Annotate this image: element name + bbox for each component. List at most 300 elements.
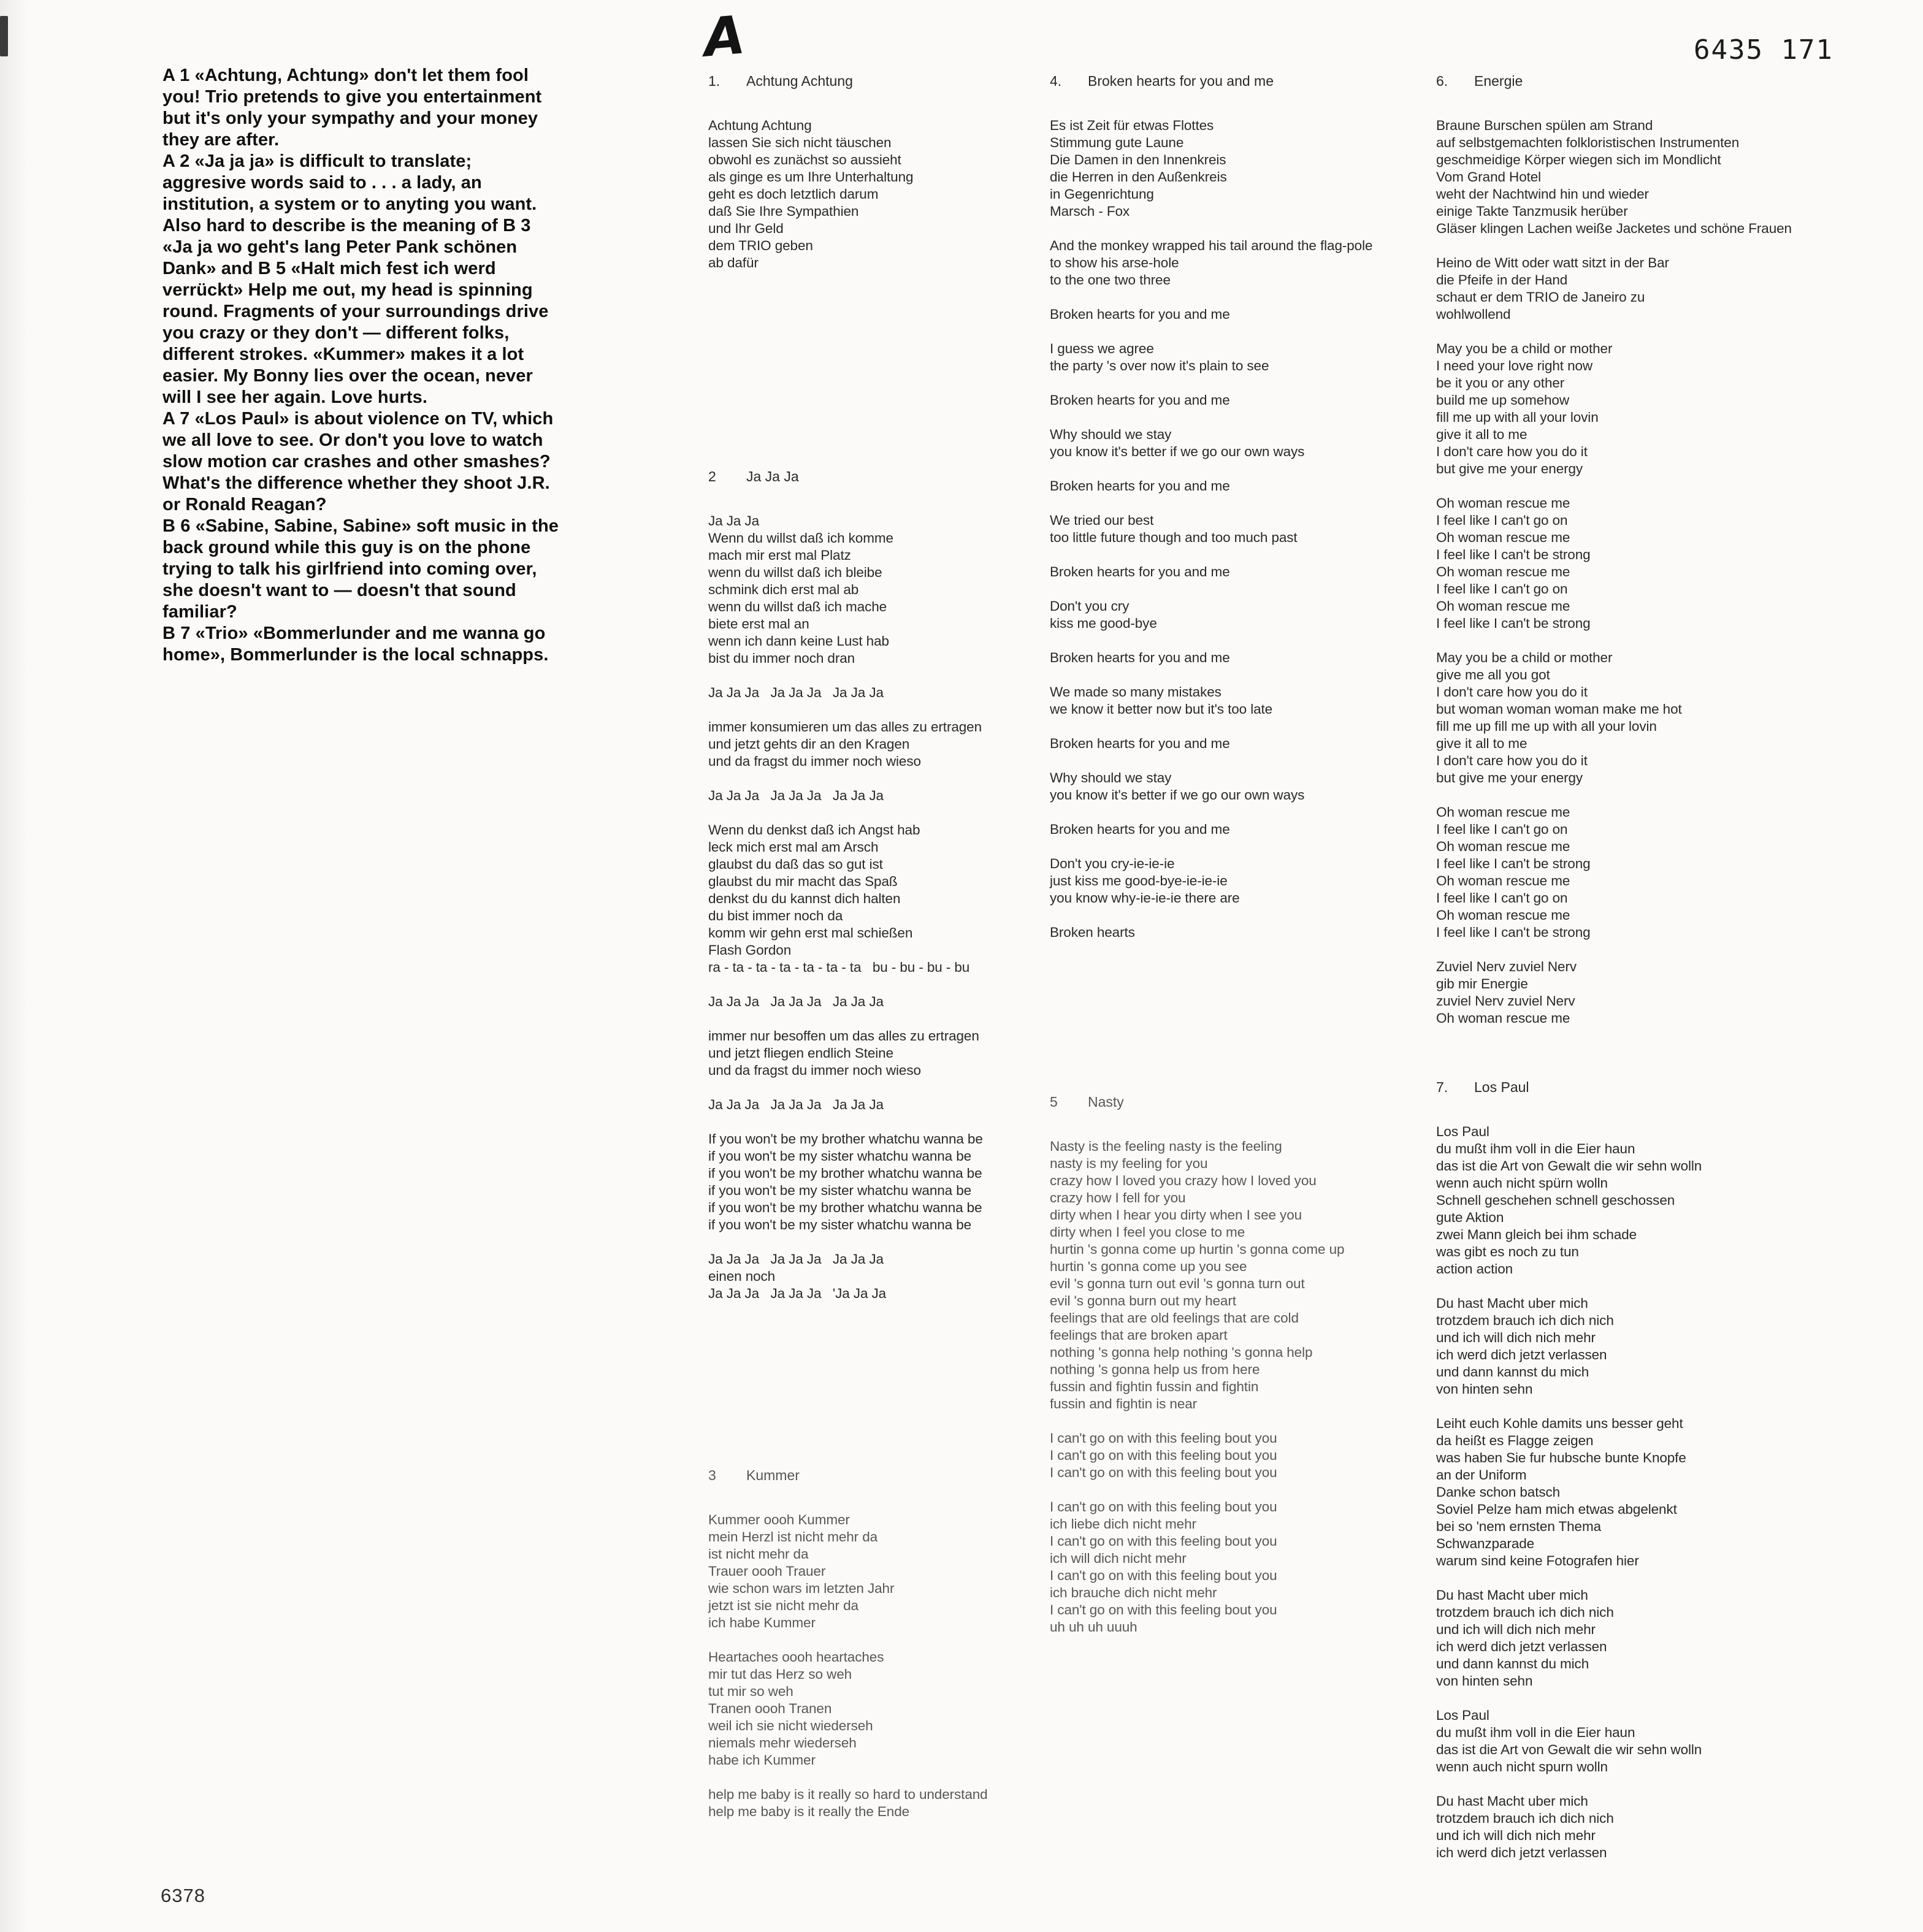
lyric-line: an der Uniform <box>1436 1467 1527 1483</box>
lyric-line: Oh woman rescue me <box>1436 495 1570 511</box>
lyric-line: ra - ta - ta - ta - ta - ta - ta bu - bu - bu - bu <box>708 960 970 975</box>
track-marker: B 3 <box>503 216 531 235</box>
stanza <box>1436 1123 1865 1278</box>
song-number: 2 <box>708 468 716 484</box>
stanza <box>708 1028 1061 1079</box>
lyric-line: dirty when I feel you close to me <box>1050 1224 1245 1240</box>
track-marker: A 7 <box>162 409 190 429</box>
lyric-line: weht der Nachtwind hin und wieder <box>1436 186 1649 202</box>
lyric-line: nothing 's gonna help nothing 's gonna help <box>1050 1345 1313 1360</box>
lyric-line: ich brauche dich nicht mehr <box>1050 1585 1217 1600</box>
lyric-line: Du hast Macht uber mich <box>1436 1296 1588 1311</box>
song-number: 4. <box>1050 73 1062 89</box>
song-lospaul <box>1436 1079 1865 1861</box>
lyric-line: Nasty is the feeling nasty is the feeling <box>1050 1139 1282 1154</box>
lyric-line: I can't go on with this feeling bout you <box>1050 1499 1277 1514</box>
song-achtung <box>708 72 1061 272</box>
lyric-line: Broken hearts for you and me <box>1050 822 1230 837</box>
lyric-line: Ja Ja Ja Ja Ja Ja Ja Ja Ja <box>708 788 884 803</box>
song-number: 3 <box>708 1467 716 1483</box>
stanza <box>1050 855 1418 907</box>
lyric-line: weil ich sie nicht wiederseh <box>708 1718 873 1733</box>
stanza <box>1050 769 1418 804</box>
song-name: Broken hearts for you and me <box>1088 73 1274 89</box>
intro-paragraph <box>162 516 560 623</box>
lyric-line: warum sind keine Fotografen hier <box>1436 1553 1639 1568</box>
track-marker: B 6 <box>162 516 191 536</box>
lyric-line: auf selbstgemachten folkloristischen Instrumenten <box>1436 135 1740 150</box>
stanza <box>1436 1415 1865 1570</box>
lyric-line: Broken hearts for you and me <box>1050 392 1230 408</box>
stanza <box>1436 117 1865 237</box>
lyric-line: mach mir erst mal Platz <box>708 548 851 563</box>
stanza <box>708 993 1061 1010</box>
song-number: 1. <box>708 73 721 89</box>
lyric-line: und jetzt fliegen endlich Steine <box>708 1045 894 1061</box>
lyric-line: build me up somehow <box>1436 392 1569 408</box>
song-number: 5 <box>1050 1094 1058 1110</box>
footer-code: 6378 <box>161 1885 205 1906</box>
stanza <box>708 1131 1061 1234</box>
lyric-line: just kiss me good-bye-ie-ie-ie <box>1050 873 1228 888</box>
lyric-line: und da fragst du immer noch wieso <box>708 1063 921 1078</box>
lyric-line: We made so many mistakes <box>1050 684 1221 700</box>
lyric-line: Kummer oooh Kummer <box>708 1512 850 1527</box>
lyric-line: die Pfeife in der Hand <box>1436 272 1568 288</box>
lyric-line: Broken hearts for you and me <box>1050 564 1230 579</box>
song-title <box>1436 72 1865 90</box>
stanza <box>1436 1793 1865 1861</box>
lyric-line: ich werd dich jetzt verlassen <box>1436 1347 1607 1362</box>
song-jajaja <box>708 468 1061 1302</box>
lyric-line: Tranen oooh Tranen <box>708 1701 832 1716</box>
stanza <box>708 1096 1061 1113</box>
stanza <box>1050 478 1418 495</box>
lyric-line: Ja Ja Ja Ja Ja Ja Ja Ja Ja <box>708 994 884 1009</box>
stanza <box>1436 495 1865 632</box>
lyric-line: geht es doch letztlich darum <box>708 186 879 202</box>
lyric-line: wenn auch nicht spurn wolln <box>1436 1759 1608 1774</box>
lyric-line: lassen Sie sich nicht täuschen <box>708 135 892 150</box>
lyric-line: ich habe Kummer <box>708 1615 816 1630</box>
stanza <box>1050 237 1418 289</box>
lyric-line: Wenn du willst daß ich komme <box>708 530 893 546</box>
lyric-line: als ginge es um Ihre Unterhaltung <box>708 169 914 185</box>
lyric-line: komm wir gehn erst mal schießen <box>708 925 913 941</box>
lyric-line: Ja Ja Ja Ja Ja Ja Ja Ja Ja <box>708 1251 884 1267</box>
intro-run: «Ja ja ja» is difficult to translate; aggresive words said to . . . a lady, an institution, a system or to anyting you want. Also hard to describe is the meaning of <box>162 151 537 235</box>
lyric-line: einen noch <box>708 1269 776 1284</box>
lyrics-column-2 <box>1050 72 1418 1653</box>
lyric-line: zwei Mann gleich bei ihm schade <box>1436 1227 1637 1242</box>
lyric-line: Die Damen in den Innenkreis <box>1050 152 1226 167</box>
lyric-line: I can't go on with this feeling bout you <box>1050 1465 1277 1480</box>
lyric-line: you know why-ie-ie-ie there are <box>1050 890 1240 906</box>
intro-paragraph <box>162 151 560 408</box>
lyric-line: Ja Ja Ja <box>708 513 759 529</box>
intro-run: «Achtung, Achtung» don't let them fool you! Trio pretends to give you entertainment but it's only your sympathy and your money they are after. <box>162 66 542 150</box>
lyric-line: Schwanzparade <box>1436 1536 1535 1551</box>
lyric-line: Gläser klingen Lachen weiße Jacketes und schöne Frauen <box>1436 221 1792 236</box>
lyric-line: to the one two three <box>1050 272 1171 288</box>
intro-paragraph <box>162 623 560 666</box>
lyric-line: dem TRIO geben <box>708 238 813 253</box>
lyric-line: obwohl es zunächst so aussieht <box>708 152 901 167</box>
lyric-line: da heißt es Flagge zeigen <box>1436 1433 1594 1448</box>
stanza <box>1050 598 1418 632</box>
lyric-line: leck mich erst mal am Arsch <box>708 839 879 855</box>
lyric-line: but woman woman woman make me hot <box>1436 701 1682 717</box>
lyric-line: dirty when I hear you dirty when I see you <box>1050 1207 1302 1223</box>
lyric-line: was haben Sie fur hubsche bunte Knopfe <box>1436 1450 1686 1465</box>
lyric-line: mir tut das Herz so weh <box>708 1667 852 1682</box>
lyric-line: und ich will dich nich mehr <box>1436 1622 1596 1637</box>
song-kummer <box>708 1467 1061 1820</box>
lyric-line: kiss me good-bye <box>1050 616 1157 631</box>
lyric-line: May you be a child or mother <box>1436 341 1613 356</box>
lyric-line: ich will dich nicht mehr <box>1050 1551 1187 1566</box>
intro-text <box>162 65 560 666</box>
lyric-line: I feel like I can't be strong <box>1436 856 1591 871</box>
lyric-line: Broken hearts for you and me <box>1050 650 1230 665</box>
song-title <box>1050 72 1418 90</box>
stanza <box>1050 924 1418 941</box>
lyric-line: mein Herzl ist nicht mehr da <box>708 1529 878 1544</box>
lyric-line: you know it's better if we go our own ways <box>1050 787 1305 803</box>
stanza <box>708 513 1061 667</box>
lyric-line: May you be a child or mother <box>1436 650 1613 665</box>
lyric-line: evil 's gonna burn out my heart <box>1050 1293 1236 1308</box>
lyric-line: und ich will dich nich mehr <box>1436 1828 1596 1843</box>
lyric-line: tut mir so weh <box>708 1684 793 1699</box>
lyric-line: Trauer oooh Trauer <box>708 1564 826 1579</box>
lyric-line: We tried our best <box>1050 513 1154 528</box>
scan-edge-shadow <box>0 0 29 1932</box>
lyric-line: schmink dich erst mal ab <box>708 582 859 597</box>
lyric-line: Ja Ja Ja Ja Ja Ja Ja Ja Ja <box>708 1097 884 1112</box>
stanza <box>1436 804 1865 941</box>
lyric-line: immer konsumieren um das alles zu ertragen <box>708 719 982 735</box>
stanza <box>1050 563 1418 581</box>
lyric-line: denkst du du kannst dich halten <box>708 891 901 906</box>
lyric-line: trotzdem brauch ich dich nich <box>1436 1313 1614 1328</box>
lyric-line: gib mir Energie <box>1436 976 1528 991</box>
lyric-line: trotzdem brauch ich dich nich <box>1436 1811 1614 1826</box>
lyric-line: if you won't be my sister whatchu wanna be <box>708 1183 972 1198</box>
lyric-line: Los Paul <box>1436 1708 1489 1723</box>
lyric-line: give it all to me <box>1436 736 1527 751</box>
lyric-line: ich werd dich jetzt verlassen <box>1436 1639 1607 1654</box>
lyric-line: bist du immer noch dran <box>708 651 855 666</box>
intro-run: «Los Paul» is about violence on TV, which we all love to see. Or don't you love to watch slow motion car crashes and other smashes? What's the difference whether they shoot J.R. or Ronald Reagan? <box>162 409 554 514</box>
lyric-line: wenn du willst daß ich bleibe <box>708 565 882 580</box>
lyric-line: help me baby is it really the Ende <box>708 1804 910 1819</box>
lyrics-column-1 <box>708 72 1061 1838</box>
lyric-line: hurtin 's gonna come up you see <box>1050 1259 1247 1274</box>
lyric-line: das ist die Art von Gewalt die wir sehn wolln <box>1436 1742 1702 1757</box>
lyric-line: I don't care how you do it <box>1436 444 1588 459</box>
song-nasty <box>1050 1093 1418 1636</box>
lyric-line: hurtin 's gonna come up hurtin 's gonna come up <box>1050 1242 1345 1257</box>
stanza <box>1436 1707 1865 1776</box>
lyric-line: I can't go on with this feeling bout you <box>1050 1533 1277 1549</box>
lyric-line: Wenn du denkst daß ich Angst hab <box>708 822 920 838</box>
lyric-line: I feel like I can't be strong <box>1436 616 1591 631</box>
lyric-line: und ich will dich nich mehr <box>1436 1330 1596 1345</box>
lyric-line: Oh woman rescue me <box>1436 564 1570 579</box>
lyric-line: Ja Ja Ja Ja Ja Ja Ja Ja Ja <box>708 685 884 700</box>
lyric-line: bei so 'nem ernsten Thema <box>1436 1519 1602 1534</box>
lyric-line: in Gegenrichtung <box>1050 186 1154 202</box>
song-energie <box>1436 72 1865 1027</box>
lyric-line: I feel like I can't go on <box>1436 890 1568 906</box>
lyric-line: if you won't be my brother whatchu wanna be <box>708 1166 982 1181</box>
lyric-line: And the monkey wrapped his tail around the flag-pole <box>1050 238 1373 253</box>
lyric-line: Leiht euch Kohle damits uns besser geht <box>1436 1416 1683 1431</box>
intro-paragraph <box>162 65 560 151</box>
lyrics-column-3 <box>1436 72 1865 1879</box>
lyric-line: wenn du willst daß ich mache <box>708 599 887 614</box>
stanza <box>1436 958 1865 1027</box>
lyric-line: Zuviel Nerv zuviel Nerv <box>1436 959 1577 974</box>
lyric-line: the party 's over now it's plain to see <box>1050 358 1269 373</box>
stanza <box>1050 649 1418 666</box>
lyric-line: too little future though and too much past <box>1050 530 1298 545</box>
song-title <box>708 468 1061 485</box>
song-number: 6. <box>1436 73 1448 89</box>
lyric-line: but give me your energy <box>1436 461 1583 476</box>
lyric-line: wohlwollend <box>1436 307 1511 322</box>
lyric-line: nasty is my feeling for you <box>1050 1156 1208 1171</box>
lyric-line: Broken hearts for you and me <box>1050 307 1230 322</box>
song-name: Ja Ja Ja <box>746 468 799 484</box>
lyric-line: if you won't be my brother whatchu wanna be <box>708 1200 982 1215</box>
lyric-line: I feel like I can't be strong <box>1436 925 1591 940</box>
lyric-line: Broken hearts <box>1050 925 1135 940</box>
lyric-line: zuviel Nerv zuviel Nerv <box>1436 993 1575 1009</box>
lyric-line: I don't care how you do it <box>1436 684 1588 700</box>
lyric-line: fill me up fill me up with all your lovin <box>1436 719 1657 734</box>
lyric-line: I don't care how you do it <box>1436 753 1588 768</box>
song-title <box>1050 1093 1418 1110</box>
intro-paragraph <box>162 408 560 516</box>
lyric-line: glaubst du daß das so gut ist <box>708 857 883 872</box>
lyric-line: I feel like I can't go on <box>1436 581 1568 597</box>
lyric-line: Oh woman rescue me <box>1436 907 1570 923</box>
lyric-line: und da fragst du immer noch wieso <box>708 754 921 769</box>
stanza <box>708 1786 1061 1820</box>
stanza <box>1436 1295 1865 1398</box>
lyric-line: help me baby is it really so hard to understand <box>708 1787 988 1802</box>
lyric-line: I feel like I can't go on <box>1436 513 1568 528</box>
lyric-line: Heartaches oooh heartaches <box>708 1649 884 1665</box>
lyric-line: Du hast Macht uber mich <box>1436 1793 1588 1809</box>
catalog-number: 6435 171 <box>1694 34 1833 66</box>
stanza <box>708 1649 1061 1769</box>
song-name: Achtung Achtung <box>746 73 853 89</box>
stanza <box>1436 254 1865 323</box>
lyric-line: I can't go on with this feeling bout you <box>1050 1568 1277 1583</box>
song-title <box>708 1467 1061 1484</box>
lyric-line: action action <box>1436 1261 1513 1277</box>
lyric-line: fussin and fightin fussin and fightin <box>1050 1379 1259 1394</box>
lyric-line: feelings that are old feelings that are cold <box>1050 1310 1299 1326</box>
lyric-line: trotzdem brauch ich dich nich <box>1436 1605 1614 1620</box>
track-marker: A 2 <box>162 151 190 171</box>
lyric-line: gute Aktion <box>1436 1210 1504 1225</box>
lyric-line: wie schon wars im letzten Jahr <box>708 1581 895 1596</box>
stanza <box>1436 1587 1865 1690</box>
stanza <box>1050 735 1418 752</box>
stanza <box>708 684 1061 701</box>
lyric-line: immer nur besoffen um das alles zu ertragen <box>708 1028 979 1044</box>
lyric-line: but give me your energy <box>1436 770 1583 785</box>
lyric-line: fill me up with all your lovin <box>1436 410 1599 425</box>
lyric-line: Schnell geschehen schnell geschossen <box>1436 1193 1675 1208</box>
stanza <box>1436 649 1865 787</box>
lyric-line: Heino de Witt oder watt sitzt in der Bar <box>1436 255 1669 270</box>
lyric-line: und Ihr Geld <box>708 221 784 236</box>
lyric-line: wenn auch nicht spürn wolln <box>1436 1175 1608 1191</box>
intro-run: «Sabine, Sabine, Sabine» soft music in the back ground while this guy is on the phone trying to talk his girlfriend into coming over, she doesn't want to — doesn't that sound familiar? <box>162 516 559 622</box>
lyric-line: biete erst mal an <box>708 616 809 632</box>
lyric-line: und dann kannst du mich <box>1436 1364 1589 1380</box>
lyric-line: Vom Grand Hotel <box>1436 169 1542 185</box>
lyric-line: if you won't be my sister whatchu wanna be <box>708 1148 972 1164</box>
lyric-line: Oh woman rescue me <box>1436 873 1570 888</box>
intro-run: «Ja ja wo geht's lang Peter Pank schönen Dank» and <box>162 237 518 278</box>
stanza <box>708 787 1061 804</box>
stanza <box>708 719 1061 770</box>
lyric-line: Broken hearts for you and me <box>1050 736 1230 751</box>
lyric-line: was gibt es noch zu tun <box>1436 1244 1579 1259</box>
stanza <box>1050 512 1418 546</box>
lyric-line: du bist immer noch da <box>708 908 843 923</box>
song-title <box>1436 1079 1865 1096</box>
lyric-line: Oh woman rescue me <box>1436 804 1570 820</box>
lyric-line: Stimmung gute Laune <box>1050 135 1184 150</box>
track-marker: B 5 <box>258 259 286 278</box>
stanza <box>1050 117 1418 220</box>
lyric-line: ab dafür <box>708 255 759 270</box>
lyric-line: I feel like I can't be strong <box>1436 547 1591 562</box>
lyric-line: I need your love right now <box>1436 358 1593 373</box>
stanza <box>1050 426 1418 460</box>
song-name: Energie <box>1474 73 1523 89</box>
lyric-line: Ja Ja Ja Ja Ja Ja 'Ja Ja Ja <box>708 1286 887 1301</box>
lyric-line: schaut er dem TRIO de Janeiro zu <box>1436 289 1645 305</box>
stanza <box>1436 340 1865 478</box>
lyric-line: I can't go on with this feeling bout you <box>1050 1430 1277 1446</box>
lyric-line: Oh woman rescue me <box>1436 1010 1570 1026</box>
intro-run: «Halt mich fest ich werd verrückt» Help me out, my head is spinning round. Fragments of your surroundings drive you crazy or they don't — different folks, different strokes. «Kummer» makes it a lot easier. My Bonny lies over the ocean, never will I see her again. Love hurts. <box>162 259 549 407</box>
lyric-line: Marsch - Fox <box>1050 204 1130 219</box>
stanza <box>708 822 1061 976</box>
lyric-line: fussin and fightin is near <box>1050 1396 1198 1411</box>
lyric-line: jetzt ist sie nicht mehr da <box>708 1598 858 1613</box>
lyric-line: ist nicht mehr da <box>708 1546 809 1562</box>
lyric-line: niemals mehr wiederseh <box>708 1735 857 1751</box>
lyric-line: glaubst du mir macht das Spaß <box>708 874 898 889</box>
lyric-line: If you won't be my brother whatchu wanna be <box>708 1131 983 1147</box>
lyric-line: und dann kannst du mich <box>1436 1656 1589 1671</box>
lyric-line: Oh woman rescue me <box>1436 839 1570 854</box>
lyric-line: Los Paul <box>1436 1124 1489 1139</box>
lyric-line: to show his arse-hole <box>1050 255 1179 270</box>
lyric-line: ich werd dich jetzt verlassen <box>1436 1845 1607 1860</box>
track-marker: A 1 <box>162 66 190 85</box>
lyric-line: von hinten sehn <box>1436 1381 1533 1397</box>
stanza <box>1050 684 1418 718</box>
stanza <box>708 117 1061 272</box>
song-title <box>708 72 1061 90</box>
scan-corner-mark <box>0 16 8 56</box>
lyric-line: give me all you got <box>1436 667 1550 682</box>
lyric-line: if you won't be my sister whatchu wanna be <box>708 1217 972 1232</box>
lyric-line: uh uh uh uuuh <box>1050 1619 1137 1635</box>
lyric-line: Why should we stay <box>1050 770 1172 785</box>
lyric-line: Why should we stay <box>1050 427 1172 442</box>
lyric-line: Broken hearts for you and me <box>1050 478 1230 494</box>
lyric-line: du mußt ihm voll in die Eier haun <box>1436 1725 1635 1740</box>
lyric-line: crazy how I loved you crazy how I loved you <box>1050 1173 1317 1188</box>
lyric-line: du mußt ihm voll in die Eier haun <box>1436 1141 1635 1156</box>
lyric-line: Achtung Achtung <box>708 118 812 133</box>
lyric-line: crazy how I fell for you <box>1050 1190 1186 1205</box>
lyric-line: nothing 's gonna help us from here <box>1050 1362 1260 1377</box>
lyric-line: be it you or any other <box>1436 375 1565 391</box>
lyric-line: we know it better now but it's too late <box>1050 701 1273 717</box>
lyric-line: geschmeidige Körper wiegen sich im Mondlicht <box>1436 152 1721 167</box>
lyric-line: Don't you cry-ie-ie-ie <box>1050 856 1175 871</box>
lyric-line: Oh woman rescue me <box>1436 530 1570 545</box>
lyric-line: feelings that are broken apart <box>1050 1327 1228 1343</box>
lyric-line: Du hast Macht uber mich <box>1436 1587 1588 1603</box>
lyric-line: wenn ich dann keine Lust hab <box>708 633 889 649</box>
lyric-line: evil 's gonna turn out evil 's gonna turn out <box>1050 1276 1305 1291</box>
lyric-line: you know it's better if we go our own ways <box>1050 444 1305 459</box>
lyric-line: I guess we agree <box>1050 341 1154 356</box>
lyric-line: I can't go on with this feeling bout you <box>1050 1448 1277 1463</box>
lyric-line: einige Takte Tanzmusik herüber <box>1436 204 1628 219</box>
stanza <box>1050 1138 1418 1413</box>
lyric-line: Danke schon batsch <box>1436 1484 1561 1500</box>
stanza <box>708 1251 1061 1302</box>
lyric-line: Oh woman rescue me <box>1436 598 1570 614</box>
stanza <box>1050 340 1418 375</box>
stanza <box>1050 821 1418 838</box>
lyric-line: Don't you cry <box>1050 598 1130 614</box>
song-broken <box>1050 72 1418 941</box>
lyric-line: Braune Burschen spülen am Strand <box>1436 118 1653 133</box>
lyric-line: ich liebe dich nicht mehr <box>1050 1516 1196 1532</box>
song-name: Kummer <box>746 1467 800 1483</box>
lyric-line: habe ich Kummer <box>708 1752 816 1768</box>
lyric-line: von hinten sehn <box>1436 1673 1533 1689</box>
stanza <box>1050 1499 1418 1636</box>
lyric-line: das ist die Art von Gewalt die wir sehn wolln <box>1436 1158 1702 1174</box>
stanza <box>708 1511 1061 1632</box>
stanza <box>1050 306 1418 323</box>
song-name: Los Paul <box>1474 1079 1529 1095</box>
lyric-line: give it all to me <box>1436 427 1527 442</box>
lyric-line: die Herren in den Außenkreis <box>1050 169 1227 185</box>
stanza <box>1050 1430 1418 1481</box>
lyric-line: Soviel Pelze ham mich etwas abgelenkt <box>1436 1502 1677 1517</box>
lyric-line: I can't go on with this feeling bout you <box>1050 1602 1277 1617</box>
record-side-letter: A <box>701 4 747 69</box>
song-name: Nasty <box>1088 1094 1124 1110</box>
